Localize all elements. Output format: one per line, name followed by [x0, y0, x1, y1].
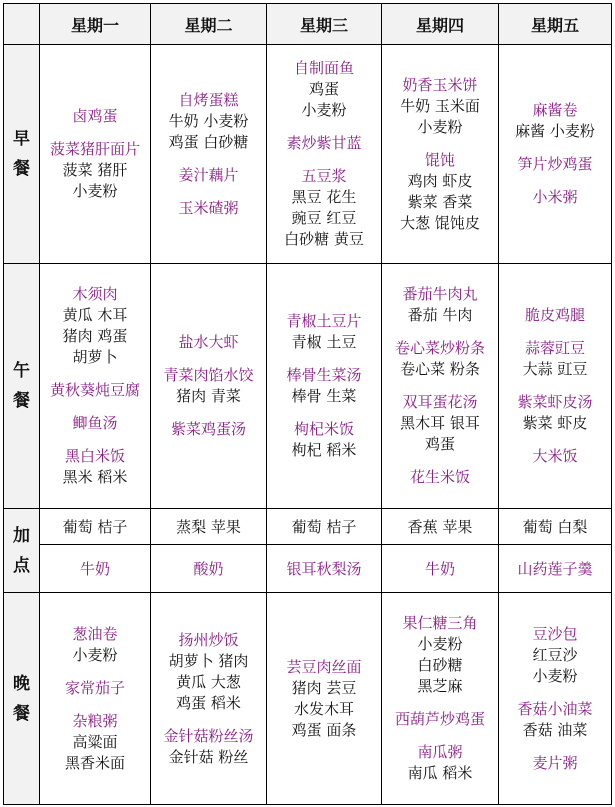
- dish-spacer: [40, 401, 150, 413]
- ingredient-line: 紫菜 香菜: [407, 192, 473, 211]
- day-header-mon: 星期一: [40, 4, 151, 45]
- lunch-row: [4, 264, 612, 509]
- ingredient-line: 红豆沙: [532, 645, 578, 664]
- dish-spacer: [151, 153, 266, 165]
- dish-spacer: [40, 368, 150, 380]
- dinner-row: [4, 593, 612, 805]
- dish-spacer: [499, 380, 611, 392]
- dish-name: 素炒紫甘蓝: [286, 134, 362, 152]
- ingredient-line: 高粱面: [72, 732, 118, 751]
- ingredient-line: 黑米 稻米: [62, 468, 128, 486]
- dish-spacer: [499, 175, 611, 187]
- breakfast-cell-mon: [40, 45, 151, 264]
- ingredient-line: 小麦粉: [72, 645, 118, 664]
- snack-drink-wed: 银耳秋梨汤: [267, 545, 382, 593]
- dish-spacer: [151, 186, 266, 198]
- ingredient-line: 豌豆 红豆: [291, 209, 357, 227]
- ingredient-line: 大蒜 豇豆: [522, 360, 588, 378]
- snack-fruit-row: [4, 509, 612, 545]
- dish-name: 青菜肉馅水饺: [163, 366, 254, 384]
- dish-spacer: [151, 353, 266, 365]
- ingredient-line: 鸡蛋: [424, 435, 455, 453]
- dish-name: 番茄牛肉丸: [402, 285, 478, 303]
- ingredient-line: 小麦粉: [301, 101, 347, 119]
- ingredient-line: 大葱 馄饨皮: [400, 213, 480, 232]
- snack-fruit-tue: 蒸梨 苹果: [151, 509, 267, 545]
- dish-spacer: [382, 455, 498, 467]
- ingredient-line: 白砂糖: [417, 656, 463, 674]
- dish-name: 扬州炒饭: [178, 630, 239, 649]
- ingredient-line: 青椒 土豆: [291, 333, 357, 351]
- dish-name: 小米粥: [532, 188, 578, 206]
- ingredient-line: 鸡蛋 稻米: [176, 693, 241, 712]
- dish-name: 黑白米饭: [64, 447, 125, 465]
- lunch-cell-thu: [382, 264, 499, 509]
- snack-drink-row: [4, 545, 612, 593]
- dish-name: 青椒土豆片: [286, 312, 362, 330]
- dish-spacer: [40, 127, 150, 139]
- meal-label-lunch: [4, 264, 40, 509]
- ingredient-line: 麻酱 小麦粉: [515, 122, 595, 140]
- dish-name: 果仁糖三角: [402, 614, 478, 632]
- dish-name: 蒜蓉豇豆: [524, 339, 585, 357]
- dish-name: 西葫芦炒鸡蛋: [394, 710, 485, 728]
- dish-name: 姜汁藕片: [178, 165, 239, 184]
- lunch-cell-fri: [499, 264, 612, 509]
- ingredient-line: 南瓜 稻米: [407, 764, 473, 782]
- meal-label-breakfast: [4, 45, 40, 264]
- dish-spacer: [499, 687, 611, 699]
- meal-label-lunch-2: 餐: [13, 391, 30, 411]
- dish-spacer: [151, 714, 266, 726]
- ingredient-line: 黄瓜 大葱: [176, 672, 241, 691]
- dish-name: 馄饨: [424, 150, 455, 169]
- dish-name: 紫菜虾皮汤: [517, 393, 593, 411]
- dish-name: 脆皮鸡腿: [524, 306, 585, 324]
- ingredient-line: 胡萝卜: [72, 348, 118, 366]
- dinner-cell-wed: [267, 593, 382, 805]
- ingredient-line: 黑木耳 银耳: [400, 414, 480, 432]
- dish-name: 家常茄子: [64, 678, 125, 697]
- header-row: [4, 4, 612, 45]
- breakfast-cell-thu: [382, 45, 499, 264]
- dish-name: 棒骨生菜汤: [286, 366, 362, 384]
- breakfast-cell-wed: [267, 45, 382, 264]
- snack-fruit-wed: 葡萄 桔子: [267, 509, 382, 545]
- dish-name: 玉米碴粥: [178, 198, 239, 217]
- dish-spacer: [382, 697, 498, 709]
- dish-name: 麻酱卷: [532, 101, 578, 119]
- ingredient-line: 胡萝卜 猪肉: [168, 651, 249, 670]
- breakfast-cell-tue: [151, 45, 267, 264]
- meal-label-breakfast-2: 餐: [13, 159, 30, 179]
- ingredient-line: 小麦粉: [417, 117, 463, 136]
- ingredient-line: 小麦粉: [72, 182, 118, 200]
- day-header-wed: 星期三: [267, 4, 382, 45]
- dish-name: 盐水大虾: [178, 333, 239, 351]
- dish-spacer: [40, 699, 150, 711]
- breakfast-cell-fri: [499, 45, 612, 264]
- lunch-cell-wed: [267, 264, 382, 509]
- dish-name: 豆沙包: [532, 624, 578, 643]
- dish-name: 奶香玉米饼: [402, 75, 478, 94]
- ingredient-line: 黑香米面: [64, 753, 125, 772]
- ingredient-line: 鸡肉 虾皮: [407, 171, 473, 190]
- dish-name: 芸豆肉丝面: [286, 657, 362, 676]
- weekly-menu-table: [3, 3, 612, 805]
- dinner-cell-thu: [382, 593, 499, 805]
- dish-spacer: [40, 666, 150, 678]
- dish-name: 紫菜鸡蛋汤: [170, 420, 246, 438]
- ingredient-line: 猪肉 芸豆: [291, 678, 357, 697]
- breakfast-row: [4, 45, 612, 264]
- ingredient-line: 水发木耳: [293, 699, 354, 718]
- ingredient-line: 黄瓜 木耳: [62, 306, 128, 324]
- ingredient-line: 棒骨 生菜: [291, 387, 357, 405]
- ingredient-line: 鸡蛋 白砂糖: [168, 132, 249, 151]
- ingredient-line: 黑芝麻: [417, 677, 463, 695]
- dinner-cell-mon: [40, 593, 151, 805]
- ingredient-line: 枸杞 稻米: [291, 441, 357, 459]
- dish-spacer: [382, 730, 498, 742]
- dish-spacer: [382, 138, 498, 150]
- day-header-thu: 星期四: [382, 4, 499, 45]
- dish-spacer: [267, 154, 381, 166]
- dish-name: 菠菜猪肝面片: [49, 140, 140, 158]
- ingredient-line: 鸡蛋: [308, 80, 339, 98]
- lunch-cell-tue: [151, 264, 267, 509]
- meal-label-dinner-2: 餐: [13, 703, 30, 724]
- ingredient-line: 紫菜 虾皮: [522, 414, 588, 432]
- meal-label-lunch-1: 午: [13, 361, 30, 381]
- ingredient-line: 白砂糖 黄豆: [284, 230, 364, 248]
- meal-label-snack: [4, 509, 40, 593]
- snack-fruit-thu: 香蕉 苹果: [382, 509, 499, 545]
- dish-spacer: [382, 380, 498, 392]
- dish-spacer: [267, 407, 381, 419]
- meal-label-snack-2: 点: [13, 555, 30, 576]
- ingredient-line: 小麦粉: [532, 666, 578, 685]
- dish-spacer: [40, 434, 150, 446]
- dish-name: 自制面鱼: [293, 59, 354, 77]
- ingredient-line: 番茄 牛肉: [407, 306, 473, 324]
- dish-name: 自烤蛋糕: [178, 90, 239, 109]
- dish-name: 金针菇粉丝汤: [163, 726, 254, 745]
- ingredient-line: 牛奶 小麦粉: [168, 111, 249, 130]
- dish-spacer: [499, 326, 611, 338]
- dish-name: 卷心菜炒粉条: [394, 339, 485, 357]
- ingredient-line: 猪肉 鸡蛋: [62, 327, 128, 345]
- dish-name: 葱油卷: [72, 624, 118, 643]
- dish-name: 笋片炒鸡蛋: [517, 155, 593, 173]
- ingredient-line: 金针菇 粉丝: [168, 747, 249, 766]
- dinner-cell-fri: [499, 593, 612, 805]
- dinner-cell-tue: [151, 593, 267, 805]
- dish-name: 木须肉: [72, 285, 118, 303]
- ingredient-line: 牛奶 玉米面: [400, 96, 480, 115]
- day-header-tue: 星期二: [151, 4, 267, 45]
- dish-spacer: [499, 741, 611, 753]
- ingredient-line: 鸡蛋 面条: [291, 720, 357, 739]
- snack-drink-mon: 牛奶: [40, 545, 151, 593]
- meal-label-dinner: [4, 593, 40, 805]
- dish-name: 杂粮粥: [72, 711, 118, 730]
- dish-spacer: [499, 434, 611, 446]
- snack-fruit-mon: 葡萄 桔子: [40, 509, 151, 545]
- snack-fruit-fri: 葡萄 白梨: [499, 509, 612, 545]
- ingredient-line: 猪肉 青菜: [176, 387, 241, 405]
- meal-label-breakfast-1: 早: [13, 129, 30, 149]
- snack-drink-thu: 牛奶: [382, 545, 499, 593]
- dish-name: 卤鸡蛋: [72, 107, 118, 125]
- ingredient-line: 香菇 油菜: [522, 720, 588, 739]
- dish-name: 枸杞米饭: [293, 420, 354, 438]
- lunch-cell-mon: [40, 264, 151, 509]
- meal-label-dinner-1: 晚: [13, 673, 30, 694]
- dish-name: 双耳蛋花汤: [402, 393, 478, 411]
- dish-name: 香菇小油菜: [517, 699, 593, 718]
- dish-name: 花生米饭: [409, 468, 470, 486]
- day-header-fri: 星期五: [499, 4, 612, 45]
- dish-name: 大米饭: [532, 447, 578, 465]
- ingredient-line: 黑豆 花生: [291, 188, 357, 206]
- ingredient-line: 小麦粉: [417, 635, 463, 653]
- ingredient-line: 卷心菜 粉条: [400, 360, 480, 378]
- corner-cell: [4, 4, 40, 45]
- dish-name: 五豆浆: [301, 167, 347, 185]
- ingredient-line: 菠菜 猪肝: [62, 161, 128, 179]
- dish-spacer: [267, 121, 381, 133]
- dish-name: 黄秋葵炖豆腐: [49, 381, 140, 399]
- snack-drink-tue: 酸奶: [151, 545, 267, 593]
- dish-spacer: [151, 407, 266, 419]
- dish-spacer: [267, 353, 381, 365]
- dish-name: 南瓜粥: [417, 743, 463, 761]
- meal-label-snack-1: 加: [13, 525, 30, 546]
- dish-spacer: [382, 326, 498, 338]
- dish-name: 鲫鱼汤: [72, 414, 118, 432]
- dish-name: 麦片粥: [532, 753, 578, 772]
- dish-spacer: [499, 142, 611, 154]
- snack-drink-fri: 山药莲子羹: [499, 545, 612, 593]
